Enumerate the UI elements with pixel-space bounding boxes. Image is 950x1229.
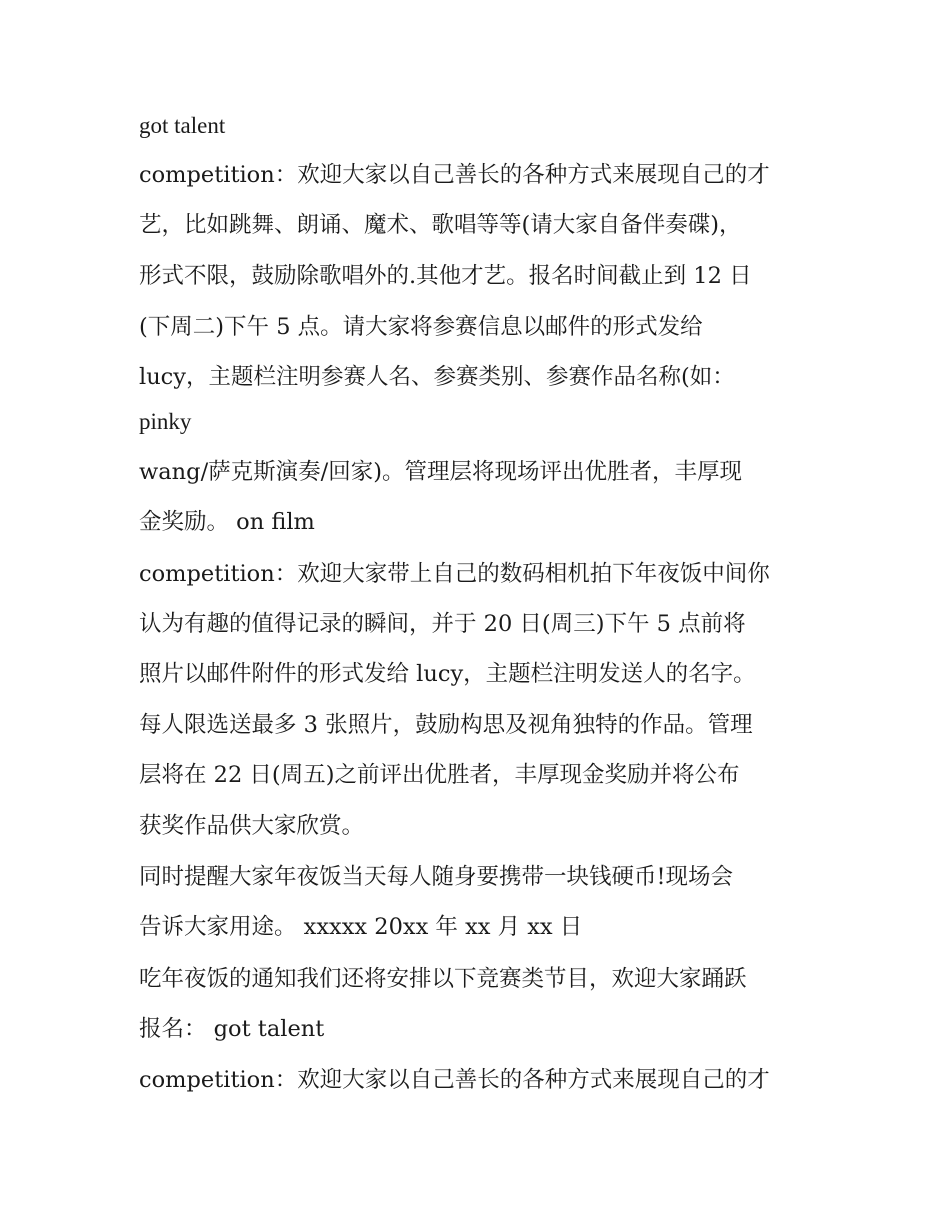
text-line: 同时提醒大家年夜饭当天每人随身要携带一块钱硬币!现场会 <box>139 864 734 890</box>
text-line: (下周二)下午 5 点。请大家将参赛信息以邮件的形式发给 <box>139 314 703 340</box>
text-line: 形式不限，鼓励除歌唱外的.其他才艺。报名时间截止到 12 日 <box>139 263 752 289</box>
text-line: lucy，主题栏注明参赛人名、参赛类别、参赛作品名称(如： <box>139 364 735 390</box>
text-line: 艺，比如跳舞、朗诵、魔术、歌唱等等(请大家自备伴奏碟)， <box>139 212 742 238</box>
text-line: 层将在 22 日(周五)之前评出优胜者，丰厚现金奖励并将公布 <box>139 762 740 788</box>
text-line: got talent <box>139 113 226 138</box>
text-line: 每人限选送最多 3 张照片，鼓励构思及视角独特的作品。管理 <box>139 712 753 738</box>
text-line: 认为有趣的值得记录的瞬间，并于 20 日(周三)下午 5 点前将 <box>139 611 746 637</box>
text-line: 报名： got talent <box>139 1016 325 1042</box>
text-line: 告诉大家用途。 xxxxx 20xx 年 xx 月 xx 日 <box>139 914 583 940</box>
text-line: 获奖作品供大家欣赏。 <box>139 813 365 839</box>
text-line: wang/萨克斯演奏/回家)。管理层将现场评出优胜者，丰厚现 <box>139 459 743 485</box>
text-line: pinky <box>139 409 192 434</box>
text-line: 照片以邮件附件的形式发给 lucy，主题栏注明发送人的名字。 <box>139 661 756 687</box>
text-line: competition：欢迎大家以自己善长的各种方式来展现自己的才 <box>139 1067 770 1093</box>
text-line: 金奖励。 on film <box>139 509 315 535</box>
text-line: 吃年夜饭的通知我们还将安排以下竞赛类节目，欢迎大家踊跃 <box>139 966 747 992</box>
text-line: competition：欢迎大家带上自己的数码相机拍下年夜饭中间你 <box>139 561 770 587</box>
text-line: competition：欢迎大家以自己善长的各种方式来展现自己的才 <box>139 162 770 188</box>
